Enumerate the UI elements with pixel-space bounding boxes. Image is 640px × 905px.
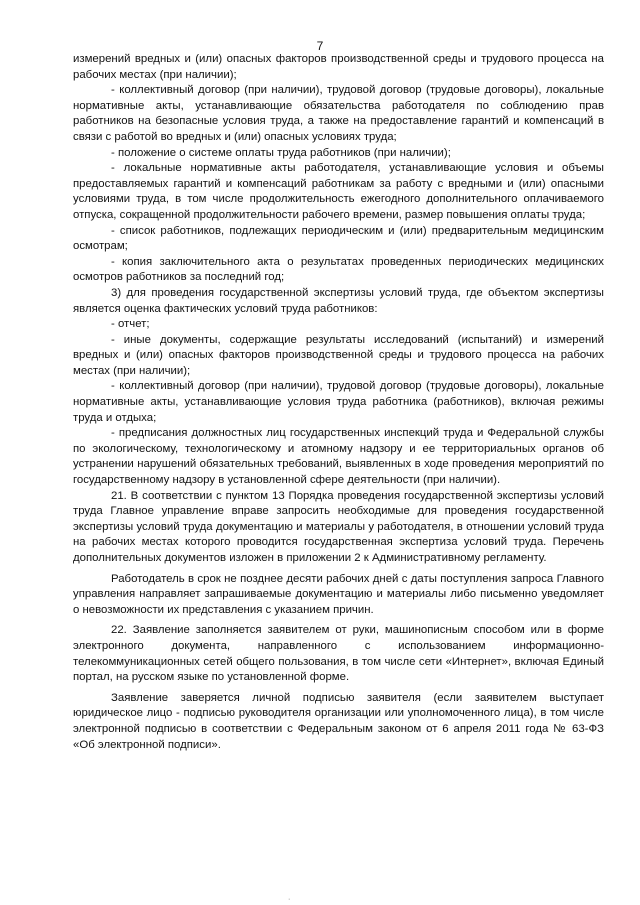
list-item-final-act-copy: - копия заключительного акта о результатах проведенных периодических медицинских осмотров работников за последний год; bbox=[73, 255, 604, 284]
paragraph-employer-response: Работодатель в срок не позднее десяти рабочих дней с даты поступления запроса Главного управления направляет запрашиваемые документацию и материалы либо письменно уведомляет о невозможности их представления с указанием причин. bbox=[73, 572, 604, 616]
list-item-other-documents: - иные документы, содержащие результаты исследований (испытаний) и измерений вредных и (или) опасных факторов производственной среды и трудового процесса на рабочих местах (при наличии); bbox=[73, 333, 604, 377]
list-item-local-acts: - локальные нормативные акты работодателя, устанавливающие условия и объемы предоставляемых гарантий и компенсаций работникам за работу с вредными и (или) опасными условиями труда, в том числе продолжительность ежегодного дополнительного оплачиваемого отпуска, сокращенной продолжительности рабочего времени, размер повышения оплаты труда; bbox=[73, 162, 604, 221]
paragraph-continuation: измерений вредных и (или) опасных факторов производственной среды и трудового процесса на рабочих местах (при наличии); bbox=[73, 53, 604, 81]
bottom-mark: · bbox=[288, 896, 291, 903]
list-item-workers-list: - список работников, подлежащих периодическим и (или) предварительным медицинским осмотрам; bbox=[73, 224, 604, 253]
paragraph-item-3: 3) для проведения государственной экспертизы условий труда, где объектом экспертизы является оценка фактических условий труда работников: bbox=[73, 286, 604, 315]
list-item-collective-agreement-2: - коллективный договор (при наличии), трудовой договор (трудовые договоры), локальные нормативные акты, устанавливающие условия труда работника (работников), включая режимы труда и отдыха; bbox=[73, 380, 604, 424]
paragraph-clause-21: 21. В соответствии с пунктом 13 Порядка проведения государственной экспертизы условий труда Главное управление вправе запросить необходимые для проведения государственной экспертизы условий труда документацию и материалы у работодателя, в отношении условий труда на рабочих местах которого проводится государственная экспертиза условий труда. Перечень дополнительных документов изложен в приложении 2 к Административному регламенту. bbox=[73, 489, 604, 564]
list-item-collective-agreement: - коллективный договор (при наличии), трудовой договор (трудовые договоры), локальные нормативные акты, устанавливающие обязательства работодателя по соблюдению прав работников на безопасные условия труда, а также на предоставление гарантий и компенсаций в связи с работой во вредных и (или) опасных условиях труда; bbox=[73, 84, 604, 143]
list-item-report: - отчет; bbox=[111, 318, 150, 331]
list-item-inspection-orders: - предписания должностных лиц государственных инспекций труда и Федеральной службы по экологическому, технологическому и атомному надзору и ее территориальных органов об устранении нарушений обязательных требований, выявленных в ходе проведения мероприятий по государственному надзору в установленной сфере деятельности (при наличии). bbox=[73, 427, 604, 487]
list-item-pay-system: - положение о системе оплаты труда работников (при наличии); bbox=[111, 146, 451, 159]
document-body bbox=[73, 52, 604, 753]
paragraph-signature: Заявление заверяется личной подписью заявителя (если заявителем выступает юридическое лицо - подписью руководителя организации или уполномоченного лица), в том числе электронной подписью в соответствии с Федеральным законом от 6 апреля 2011 года № 63-ФЗ «Об электронной подписи». bbox=[73, 691, 604, 751]
page-number: 7 bbox=[316, 39, 324, 53]
paragraph-clause-22: 22. Заявление заполняется заявителем от руки, машинописным способом или в форме электронного документа, направленного с использованием информационно-телекоммуникационных сетей общего пользования, в том числе сети «Интернет», включая Единый портал, на русском языке по установленной форме. bbox=[73, 624, 604, 684]
